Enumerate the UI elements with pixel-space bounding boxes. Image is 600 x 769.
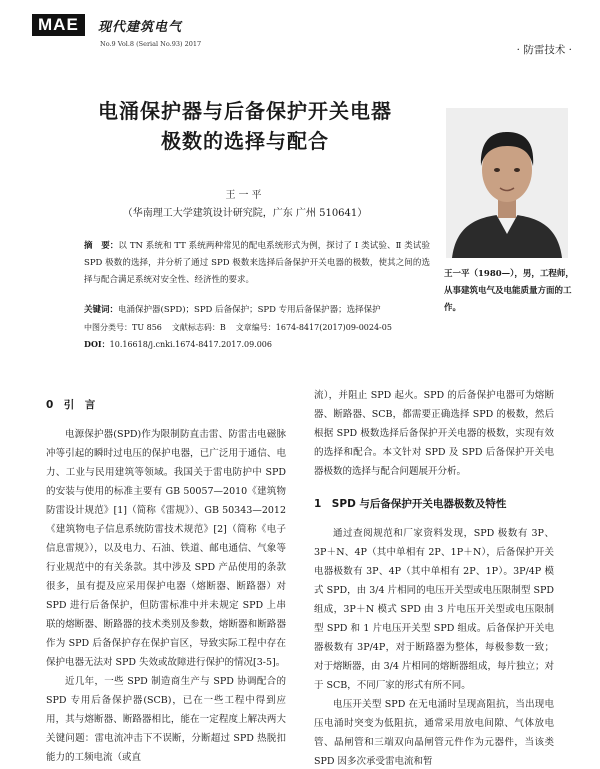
author-name: 王一平 <box>225 190 265 201</box>
section-heading-1: 1 SPD 与后备保护开关电器极数及特性 <box>314 498 507 510</box>
issue-info: No.9 Vol.8 (Serial No.93) 2017 <box>100 40 202 48</box>
section1-paragraph-1: 通过查阅规范和厂家资料发现，SPD 极数有 3P、3P＋N、4P（其中单相有 2P、1P＋N），后备保护开关电器极数有 3P、4P（其中单相有 2P、1P）。3P/4P 模式 SPD，由 3/4 片相同的电压开关型或电压限制型 SPD 组成，3P＋N 模式 SPD 由 3 片电压开关型或电压限制型 SPD 和 1 片电压开关型 SPD 组成。后备保护开关电器极数有 3P/4P，对于断路器为整体，每极参数一致；对于熔断器，由 3/4 片相同的熔断器组成，每片独立；对于 SCB，不同厂家的形式有所不同。 <box>314 528 554 691</box>
section1-paragraph-2: 电压开关型 SPD 在无电涌时呈现高阻抗，当出现电压电涌时突变为低阻抗，通常采用放电间隙、气体放电管、晶闸管和三端双向晶闸管元件作为元器件，当该类 SPD 因多次承受雷电流和暂 <box>314 699 554 767</box>
intro-paragraph-2: 近几年，一些 SPD 制造商生产与 SPD 协调配合的 SPD 专用后备保护器(SCB)，已在一些工程中得到应用，其与熔断器、断路器相比，能在一定程度上解决两大关键问题：雷电流冲击下不误断，分断超过 SPD 热脱扣能力的工频电流（或直 <box>46 676 286 763</box>
intro-paragraph-1: 电源保护器(SPD)作为限制防直击雷、防雷击电磁脉冲等引起的瞬时过电压的保护电器，已广泛用于通信、电力、工业与民用建筑等领域。我国关于雷电防护中 SPD 的安装与使用的标准主要有 GB 50057—2010《建筑物防雷设计规范》[1]（简称《雷规》）、GB 50343—2012《建筑物电子信息系统防雷技术规范》[2]（简称《电子信息雷规》），以及电力、石油、铁道、邮电通信、气象等行业规范中的有关条款。其中涉及 SPD 产品使用的条款很多，虽有提及应采用保护电器（熔断器、断路器）对 SPD 进行后备保护，但防雷标准中并未规定 SPD 上串联的熔断器、断路器的技术类别及参数，熔断器和断路器作为 SPD 后备保护存在保护盲区，导致实际工程中存在保护电器无法对 SPD 失效或故障进行保护的情况[3-5]。 <box>46 429 286 668</box>
doc-code-value: B <box>219 323 226 332</box>
article-no-label: 文章编号： <box>235 323 276 332</box>
body-column-left <box>46 386 286 767</box>
article-title <box>60 96 430 156</box>
abstract-text: 以 TN 系统和 TT 系统两种常见的配电系统形式为例，探讨了 Ⅰ 类试验、Ⅱ 类试验 SPD 极数的选择，并分析了通过 SPD 极数来选择后备保护开关电器的极数，使其之间的选择与配合满足系统对安全性、经济性的要求。 <box>84 241 430 285</box>
journal-name: 现代建筑电气 <box>98 20 183 35</box>
keywords <box>84 302 430 319</box>
portrait-image <box>446 108 568 258</box>
journal-header <box>32 14 572 58</box>
doi-value: 10.16618/j.cnki.1674-8417.2017.09.006 <box>109 340 272 349</box>
title-line-1: 电涌保护器与后备保护开关电器 <box>98 99 392 123</box>
right-paragraph-1: 流），并阻止 SPD 起火。SPD 的后备保护电器可为熔断器、断路器、SCB，都需要正确选择 SPD 的极数，然后根据 SPD 极数选择后备保护开关电器的极数，实现有效的选择和配合。本文针对 SPD 及 SPD 后备保护开关电器极数的选择与配合问题展开分析。 <box>314 390 554 477</box>
abstract-label: 摘 要： <box>84 241 119 251</box>
doc-code-label: 文献标志码： <box>171 323 220 332</box>
author-photo <box>446 108 568 258</box>
body-column-right <box>314 386 554 769</box>
article-no-value: 1674-8417(2017)09-0024-05 <box>275 323 392 332</box>
title-line-2: 极数的选择与配合 <box>161 129 329 153</box>
doi-row <box>84 336 444 353</box>
clc-value: TU 856 <box>132 323 162 332</box>
section-heading-intro: 0 引 言 <box>46 399 96 411</box>
keywords-label: 关键词： <box>84 305 119 315</box>
keywords-text: 电涌保护器(SPD)；SPD 后备保护；SPD 专用后备保护器；选择保护 <box>118 305 381 315</box>
classification-row <box>84 319 444 336</box>
affiliation: （华南理工大学建筑设计研究院，广东 广州 510641） <box>122 208 368 219</box>
author-bio: 王一平（1980—），男，工程师，从事建筑电气及电能质量方面的工作。 <box>444 269 574 313</box>
journal-logo: MAE <box>32 14 85 36</box>
clc-label: 中图分类号： <box>84 323 132 332</box>
column-name: · 防雷技术 · <box>516 44 572 56</box>
abstract <box>84 238 430 289</box>
doi-label: DOI： <box>84 339 110 349</box>
